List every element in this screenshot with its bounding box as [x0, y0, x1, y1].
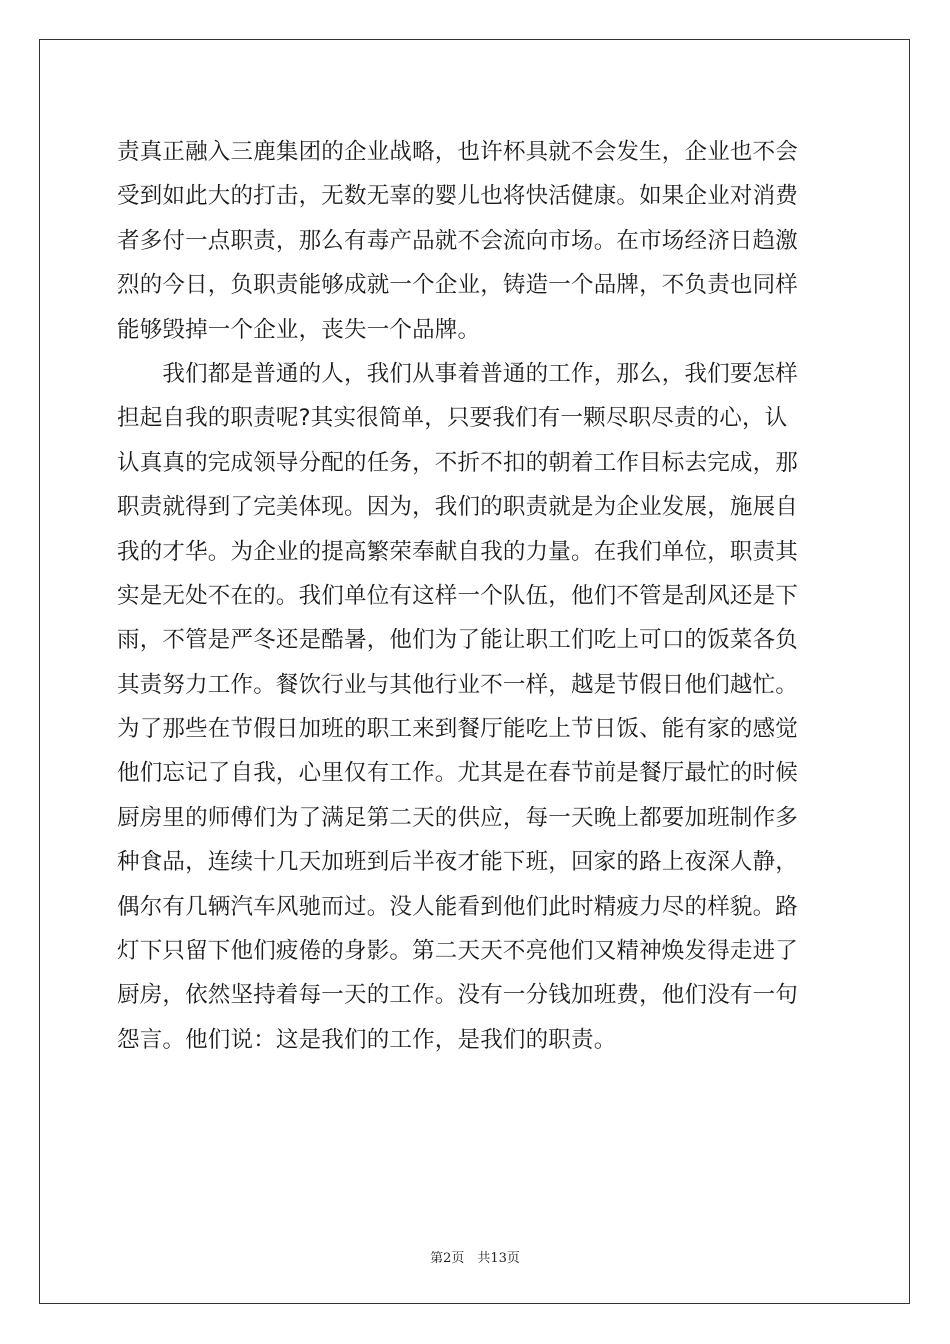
text-line: 担起自我的职责呢?其实很简单，只要我们有一颗尽职尽责的心，认	[117, 405, 788, 432]
text-line: 烈的今日，负职责能够成就一个企业，铸造一个品牌，不负责也同样	[117, 272, 799, 299]
text-line: 怨言。他们说：这是我们的工作，是我们的职责。	[117, 1026, 617, 1053]
text-line: 厨房，依然坚持着每一天的工作。没有一分钱加班费，他们没有一句	[117, 982, 799, 1009]
text-line: 者多付一点职责，那么有毒产品就不会流向市场。在市场经济日趋激	[117, 227, 799, 254]
text-line: 他们忘记了自我，心里仅有工作。尤其是在春节前是餐厅最忙的时候	[117, 760, 799, 787]
document-body	[117, 130, 835, 1062]
text-line: 厨房里的师傅们为了满足第二天的供应，每一天晚上都要加班制作多	[117, 804, 799, 831]
text-line: 实是无处不在的。我们单位有这样一个队伍，他们不管是刮风还是下	[117, 582, 799, 609]
text-line: 种食品，连续十几天加班到后半夜才能下班，回家的路上夜深人静，	[117, 849, 799, 876]
page-number: 第2页 共13页	[430, 1251, 520, 1266]
text-line: 其责努力工作。餐饮行业与其他行业不一样，越是节假日他们越忙。	[117, 671, 799, 698]
text-line: 偶尔有几辆汽车风驰而过。没人能看到他们此时精疲力尽的样貌。路	[117, 893, 799, 920]
text-line: 我们都是普通的人，我们从事着普通的工作，那么，我们要怎样	[117, 360, 799, 387]
page-footer	[0, 1247, 950, 1266]
text-line: 我的才华。为企业的提高繁荣奉献自我的力量。在我们单位，职责其	[117, 538, 799, 565]
text-line: 能够毁掉一个企业，丧失一个品牌。	[117, 316, 481, 343]
text-line: 灯下只留下他们疲倦的身影。第二天天不亮他们又精神焕发得走进了	[117, 938, 799, 965]
text-line: 职责就得到了完美体现。因为，我们的职责就是为企业发展，施展自	[117, 494, 799, 521]
text-line: 受到如此大的打击，无数无辜的婴儿也将快活健康。如果企业对消费	[117, 183, 799, 210]
text-line: 雨，不管是严冬还是酷暑，他们为了能让职工们吃上可口的饭菜各负	[117, 627, 799, 654]
text-line: 认真真的完成领导分配的任务，不折不扣的朝着工作目标去完成，那	[117, 449, 799, 476]
text-line: 责真正融入三鹿集团的企业战略，也许杯具就不会发生，企业也不会	[117, 139, 799, 165]
text-line: 为了那些在节假日加班的职工来到餐厅能吃上节日饭、能有家的感觉	[117, 716, 799, 743]
